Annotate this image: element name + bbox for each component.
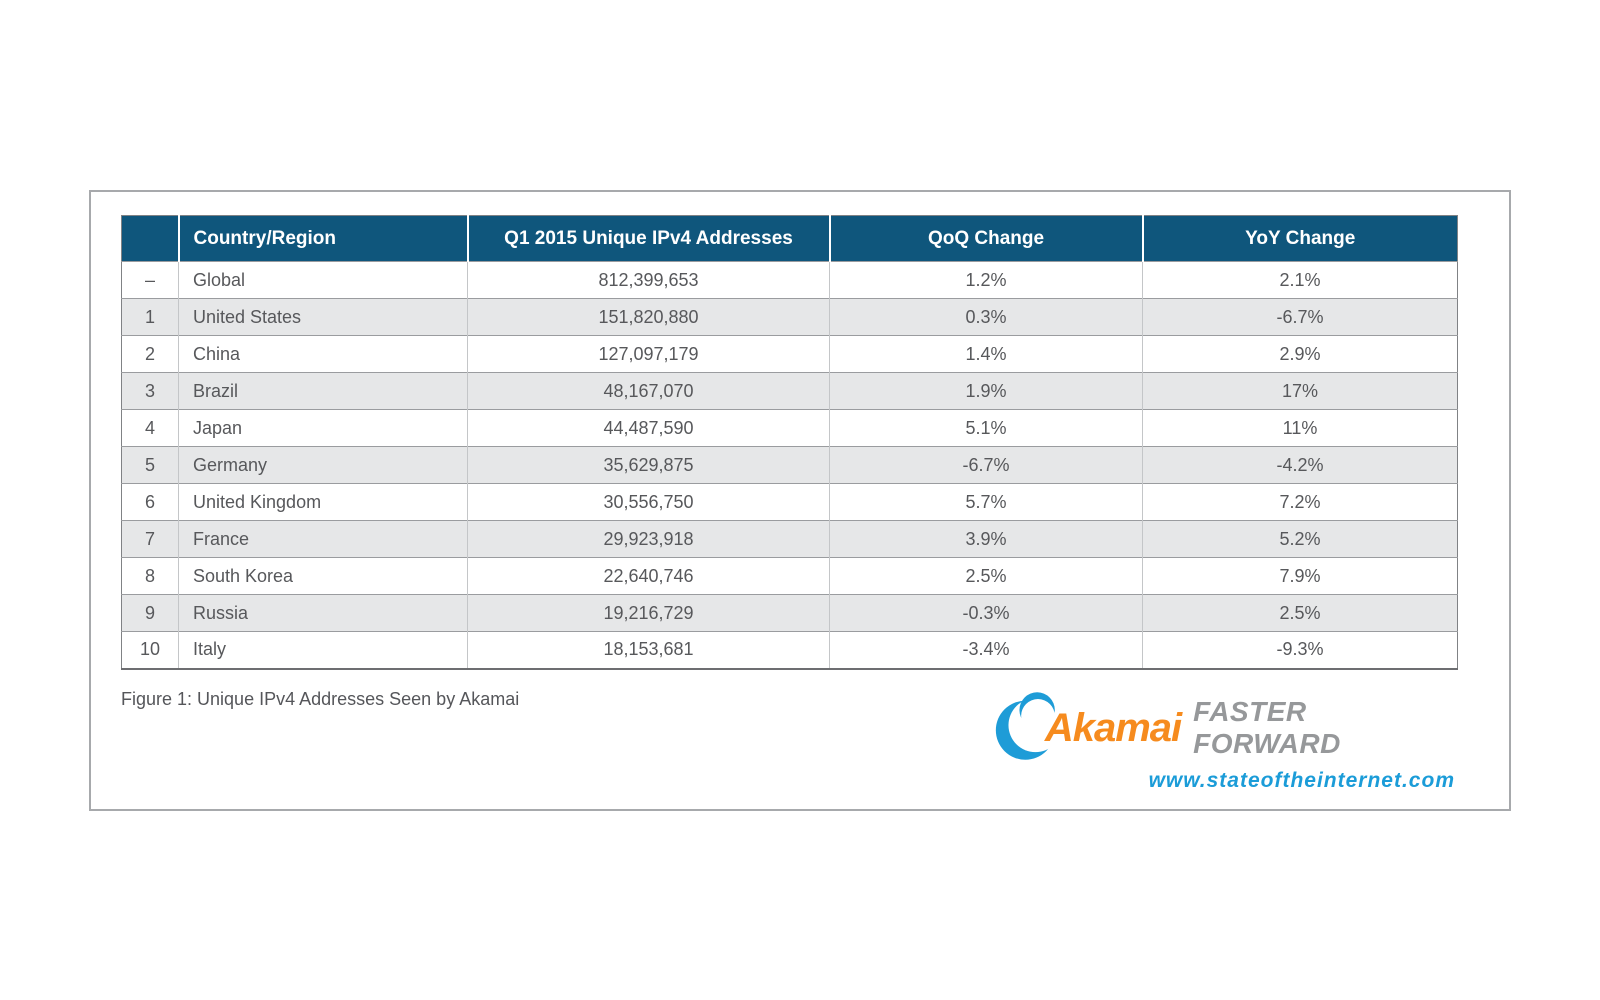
akamai-logo-text: Akamai [1044,705,1182,750]
yoy-change-cell: -4.2% [1143,447,1458,484]
rank-cell: 1 [122,299,179,336]
ipv4-count-cell: 48,167,070 [468,373,830,410]
yoy-change-cell: 5.2% [1143,521,1458,558]
qoq-change-cell: -3.4% [830,632,1143,669]
qoq-change-cell: 1.9% [830,373,1143,410]
table-row [122,484,1458,521]
yoy-change-cell: 17% [1143,373,1458,410]
rank-cell: 4 [122,410,179,447]
yoy-change-cell: 7.9% [1143,558,1458,595]
country-cell: Germany [179,447,468,484]
ipv4-count-cell: 127,097,179 [468,336,830,373]
qoq-change-cell: 5.7% [830,484,1143,521]
yoy-change-cell: -6.7% [1143,299,1458,336]
qoq-change-cell: -6.7% [830,447,1143,484]
country-cell: Italy [179,632,468,669]
rank-cell: 3 [122,373,179,410]
header-country-region: Country/Region [179,216,468,262]
table-row [122,373,1458,410]
yoy-change-cell: 2.9% [1143,336,1458,373]
rank-cell: 10 [122,632,179,669]
ipv4-count-cell: 812,399,653 [468,262,830,299]
ipv4-count-cell: 151,820,880 [468,299,830,336]
akamai-branding [995,687,1455,793]
header-qoq-change: QoQ Change [830,216,1143,262]
table-row [122,558,1458,595]
figure-panel [89,190,1511,811]
figure-caption: Figure 1: Unique IPv4 Addresses Seen by Akamai [121,689,520,709]
yoy-change-cell: 7.2% [1143,484,1458,521]
country-cell: Japan [179,410,468,447]
rank-cell: 5 [122,447,179,484]
header-row [122,216,1458,262]
country-cell: United States [179,299,468,336]
table-row [122,336,1458,373]
rank-cell: 7 [122,521,179,558]
ipv4-count-cell: 44,487,590 [468,410,830,447]
rank-cell: – [122,262,179,299]
ipv4-count-cell: 35,629,875 [468,447,830,484]
country-cell: Brazil [179,373,468,410]
qoq-change-cell: 1.4% [830,336,1143,373]
table-row [122,595,1458,632]
qoq-change-cell: 5.1% [830,410,1143,447]
faster-forward-tagline: FASTER FORWARD [1193,696,1341,759]
ipv4-count-cell: 22,640,746 [468,558,830,595]
country-cell: France [179,521,468,558]
ipv4-table [121,215,1458,670]
country-cell: South Korea [179,558,468,595]
yoy-change-cell: -9.3% [1143,632,1458,669]
yoy-change-cell: 2.1% [1143,262,1458,299]
rank-cell: 9 [122,595,179,632]
yoy-change-cell: 2.5% [1143,595,1458,632]
table-row [122,410,1458,447]
header-ipv4-addresses: Q1 2015 Unique IPv4 Addresses [468,216,830,262]
rank-cell: 6 [122,484,179,521]
qoq-change-cell: -0.3% [830,595,1143,632]
stateoftheinternet-url[interactable]: www.stateoftheinternet.com [1148,769,1455,792]
header-yoy-change: YoY Change [1143,216,1458,262]
table-row [122,521,1458,558]
yoy-change-cell: 11% [1143,410,1458,447]
hatch-corner-cell [122,216,179,262]
qoq-change-cell: 2.5% [830,558,1143,595]
qoq-change-cell: 1.2% [830,262,1143,299]
table-row [122,632,1458,669]
country-cell: Russia [179,595,468,632]
table-row [122,262,1458,299]
rank-cell: 2 [122,336,179,373]
rank-cell: 8 [122,558,179,595]
table-row [122,299,1458,336]
qoq-change-cell: 3.9% [830,521,1143,558]
ipv4-count-cell: 18,153,681 [468,632,830,669]
table-row [122,447,1458,484]
country-cell: Global [179,262,468,299]
qoq-change-cell: 0.3% [830,299,1143,336]
country-cell: United Kingdom [179,484,468,521]
ipv4-count-cell: 19,216,729 [468,595,830,632]
ipv4-count-cell: 30,556,750 [468,484,830,521]
country-cell: China [179,336,468,373]
ipv4-count-cell: 29,923,918 [468,521,830,558]
